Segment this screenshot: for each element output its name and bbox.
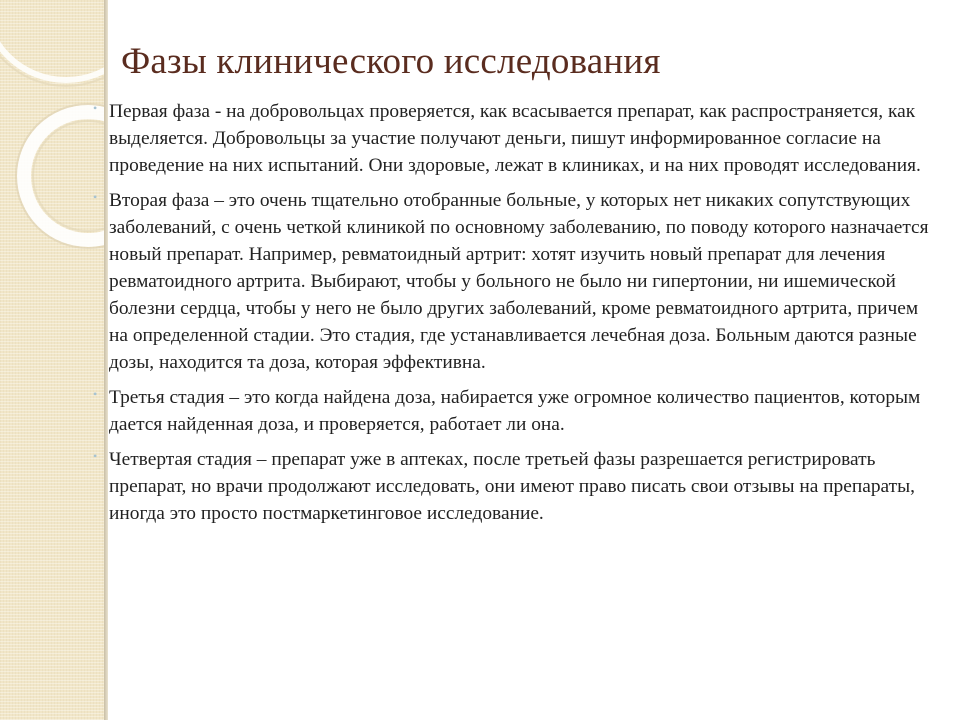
bullet-dot-icon: • <box>93 101 98 115</box>
bullet-item-phase-1 <box>93 98 933 179</box>
bullet-dot-icon: • <box>93 190 98 204</box>
bullet-text: Первая фаза - на добровольцах проверяется, как всасывается препарат, как распространяется, как выделяется. Добровольцы за участие получают деньги, пишут информированное согласие на проведение на них испытаний. Они здоровые, лежат в клиниках, и на них проводят исследования. <box>109 101 921 176</box>
decorative-rings <box>0 0 104 720</box>
bullet-dot-icon: • <box>93 387 98 401</box>
bullet-item-phase-4 <box>93 446 933 527</box>
slide-title: Фазы клинического исследования <box>121 41 661 82</box>
bullet-dot-icon: • <box>93 449 98 463</box>
bullet-item-phase-2 <box>93 187 933 376</box>
bullet-text: Третья стадия – это когда найдена доза, набирается уже огромное количество пациентов, которым дается найденная доза, и проверяется, работает ли она. <box>109 387 921 435</box>
bullet-item-phase-3 <box>93 384 933 438</box>
bullet-list <box>93 98 933 535</box>
bullet-text: Вторая фаза – это очень тщательно отобранные больные, у которых нет никаких сопутствующих заболеваний, с очень четкой клиникой по основному заболеванию, по поводу которого назначается новый препарат. Например, ревматоидный артрит: хотят изучить новый препарат для лечения ревматоидного артрита. Выбирают, чтобы у больного не было ни гипертонии, ни ишемической болезни сердца, чтобы у него не было других заболеваний, кроме ревматоидного артрита, причем на определенной стадии. Это стадия, где устанавливается лечебная доза. Больным даются разные дозы, находится та доза, которая эффективна. <box>109 190 929 373</box>
decorative-side-panel <box>0 0 104 720</box>
bullet-text: Четвертая стадия – препарат уже в аптеках, после третьей фазы разрешается регистрировать препарат, но врачи продолжают исследовать, они имеют право писать свои отзывы на препараты, иногда это просто постмаркетинговое исследование. <box>109 449 915 524</box>
